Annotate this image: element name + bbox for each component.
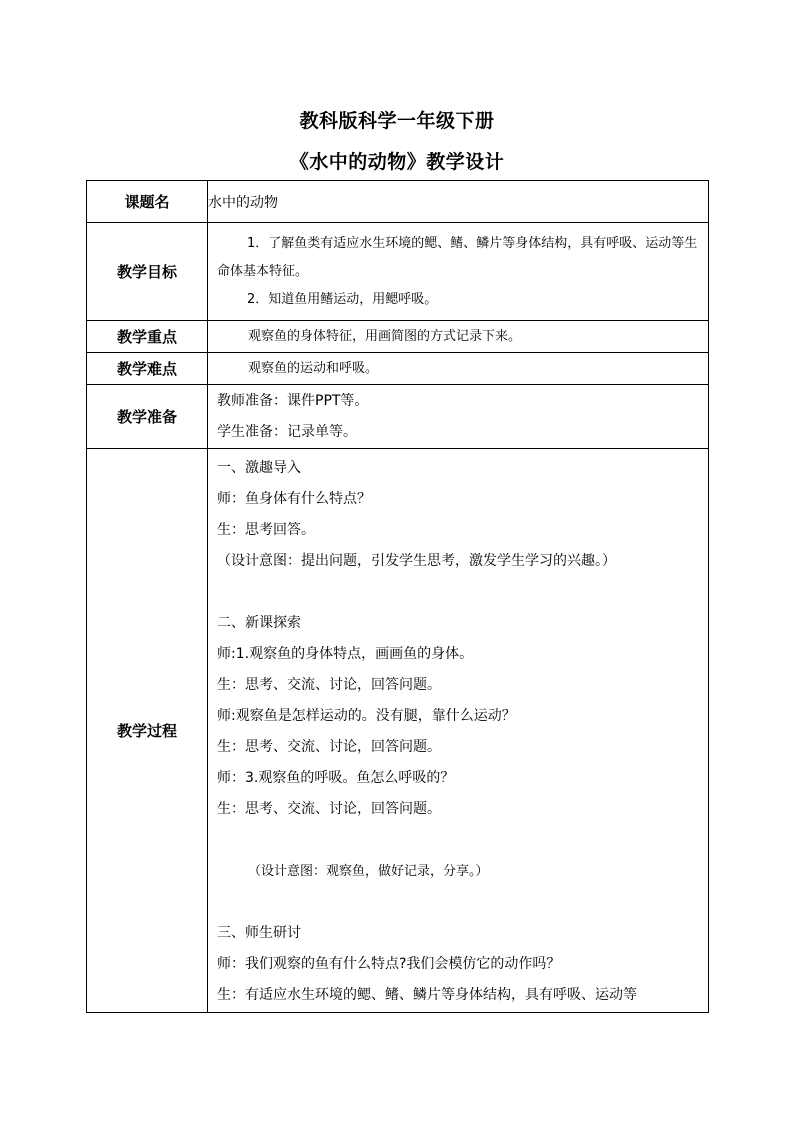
process-line: 生：思考回答。 (217, 521, 315, 538)
row-key-point (87, 321, 709, 353)
row-topic (87, 181, 709, 223)
process-line: 师:1.观察鱼的身体特点，画画鱼的身体。 (217, 645, 474, 662)
process-line: 生：思考、交流、讨论，回答问题。 (217, 738, 441, 755)
row-objectives (87, 223, 709, 321)
document-title: 教科版科学一年级下册 (299, 110, 495, 132)
value-difficulty: 观察鱼的运动和呼吸。 (248, 361, 379, 376)
process-line: 师：3.观察鱼的呼吸。鱼怎么呼吸的？ (217, 769, 455, 786)
lesson-plan-table (86, 180, 709, 1013)
objective-1: 1．了解鱼类有适应水生环境的鳃、鳍、鳞片等身体结构，具有呼吸、运动等生命体基本特征。 (217, 235, 698, 279)
document-subtitle: 《水中的动物》教学设计 (289, 151, 505, 173)
process-line: 师:观察鱼是怎样运动的。没有腿，靠什么运动？ (217, 707, 516, 724)
process-line: 生：思考、交流、讨论，回答问题。 (217, 800, 441, 817)
label-difficulty: 教学难点 (87, 353, 208, 385)
value-key-point: 观察鱼的身体特征，用画简图的方式记录下来。 (248, 329, 522, 344)
label-process: 教学过程 (87, 449, 208, 1013)
value-topic: 水中的动物 (208, 181, 709, 223)
process-content (208, 451, 708, 1011)
row-preparation (87, 385, 709, 449)
row-process (87, 449, 709, 1013)
objective-2: 2．知道鱼用鳍运动，用鳃呼吸。 (247, 291, 438, 307)
objectives-text (208, 226, 708, 318)
process-line: 生：思考、交流、讨论，回答问题。 (217, 676, 441, 693)
student-preparation: 学生准备：记录单等。 (217, 423, 357, 440)
label-preparation: 教学准备 (87, 385, 208, 449)
process-line: 师：鱼身体有什么特点？ (217, 490, 371, 507)
process-line: 三、师生研讨 (217, 924, 301, 941)
process-line: 二、新课探索 (217, 614, 301, 631)
row-difficulty (87, 353, 709, 385)
label-topic: 课题名 (87, 181, 208, 223)
process-line: 师：我们观察的鱼有什么特点?我们会模仿它的动作吗？ (217, 955, 561, 972)
process-line: 一、激趣导入 (217, 459, 301, 476)
label-objectives: 教学目标 (87, 223, 208, 321)
process-line: 生：有适应水生环境的鳃、鳍、鳞片等身体结构，具有呼吸、运动等 (217, 986, 637, 1003)
process-line: （设计意图：观察鱼，做好记录，分享。） (248, 863, 489, 879)
process-line: （设计意图：提出问题，引发学生思考，激发学生学习的兴趣。） (217, 552, 616, 569)
label-key-point: 教学重点 (87, 321, 208, 353)
teacher-preparation: 教师准备：课件PPT等。 (217, 392, 369, 409)
